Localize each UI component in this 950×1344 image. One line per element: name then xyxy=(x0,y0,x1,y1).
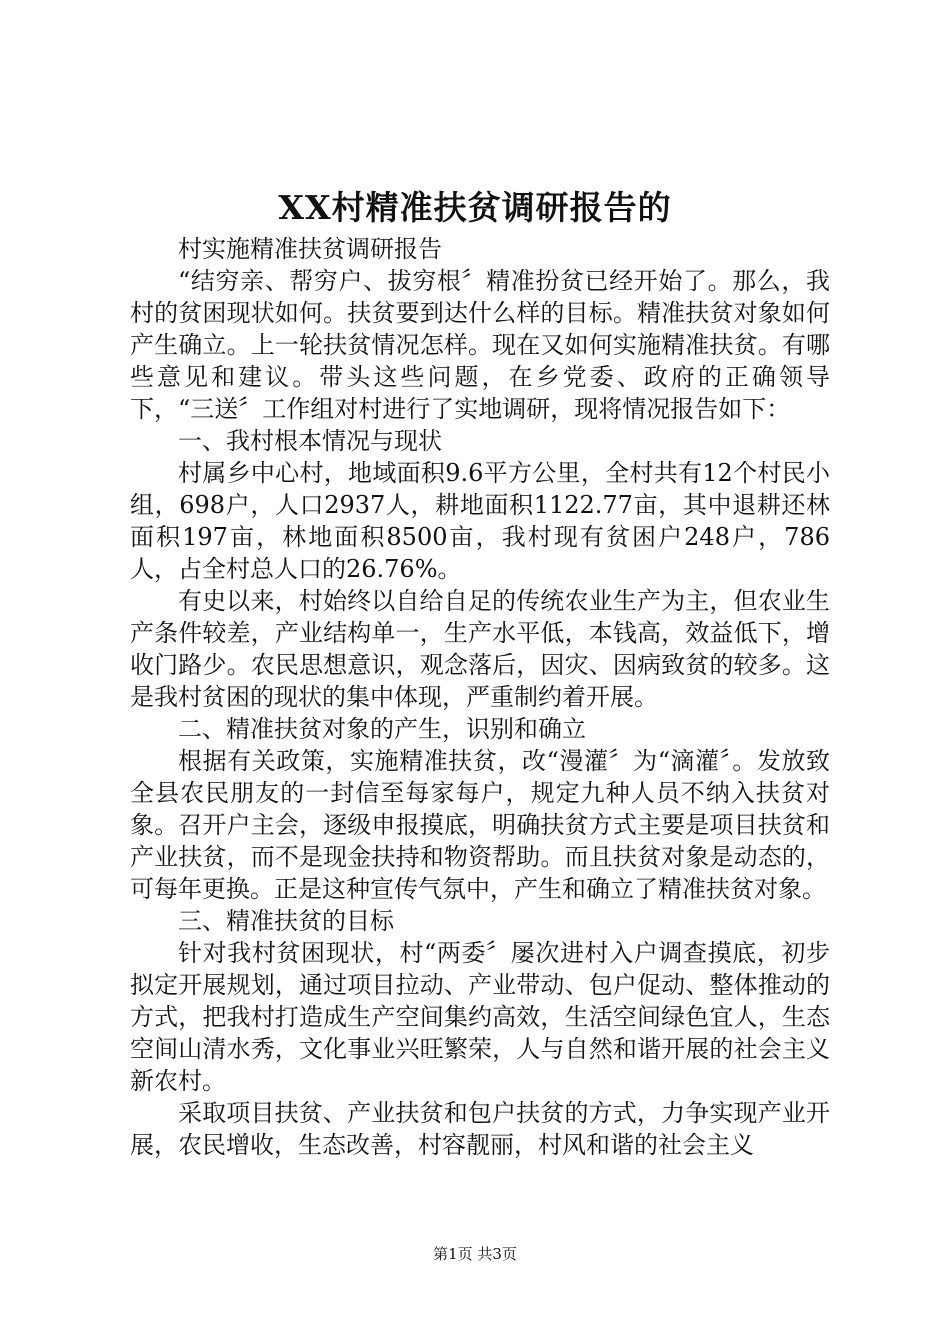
paragraph: 根据有关政策，实施精准扶贫，改“漫灌〞为“滴灌〞。发放致全县农民朋友的一封信至每家每户，规定九种人员不纳入扶贫对象。召开户主会，逐级申报摸底，明确扶贫方式主要是项目扶贫和产业扶贫，而不是现金扶持和物资帮助。而且扶贫对象是动态的，可每年更换。正是这种宣传气氛中，产生和确立了精准扶贫对象。 xyxy=(130,747,830,903)
paragraph: 针对我村贫困现状，村“两委〞屡次进村入户调查摸底，初步拟定开展规划，通过项目拉动、产业带动、包户促动、整体推动的方式，把我村打造成生产空间集约高效，生活空间绿色宜人，生态空间山清水秀，文化事业兴旺繁荣，人与自然和谐开展的社会主义新农村。 xyxy=(130,939,830,1095)
paragraph-subtitle: 村实施精准扶贫调研报告 xyxy=(178,235,442,263)
paragraph: 村属乡中心村，地域面积9.6平方公里，全村共有12个村民小组，698户，人口2937人，耕地面积1122.77亩，其中退耕还林面积197亩，林地面积8500亩，我村现有贫困户248户，786人，占全村总人口的26.76%。 xyxy=(130,459,830,583)
section-heading-1: 一、我村根本情况与现状 xyxy=(178,427,442,455)
paragraph-intro: “结穷亲、帮穷户、拔穷根〞精准扮贫已经开始了。那么，我村的贫困现状如何。扶贫要到达什么样的目标。精准扶贫对象如何产生确立。上一轮扶贫情况怎样。现在又如何实施精准扶贫。有哪些意见和建议。带头这些问题，在乡党委、政府的正确领导下，“三送〞工作组对村进行了实地调研，现将情况报告如下： xyxy=(130,267,830,423)
page-footer: 第1页 共3页 xyxy=(433,1245,517,1263)
section-heading-3: 三、精准扶贫的目标 xyxy=(178,907,394,935)
paragraph: 采取项目扶贫、产业扶贫和包户扶贫的方式，力争实现产业开展，农民增收，生态改善，村容靓丽，村风和谐的社会主义 xyxy=(130,1099,830,1159)
document-body xyxy=(130,233,830,1161)
document-title: XX村精准扶贫调研报告的 xyxy=(278,188,672,227)
paragraph: 有史以来，村始终以自给自足的传统农业生产为主，但农业生产条件较差，产业结构单一，生产水平低，本钱高，效益低下，增收门路少。农民思想意识，观念落后，因灾、因病致贫的较多。这是我村贫困的现状的集中体现，严重制约着开展。 xyxy=(130,587,830,711)
section-heading-2: 二、精准扶贫对象的产生，识别和确立 xyxy=(178,715,586,743)
